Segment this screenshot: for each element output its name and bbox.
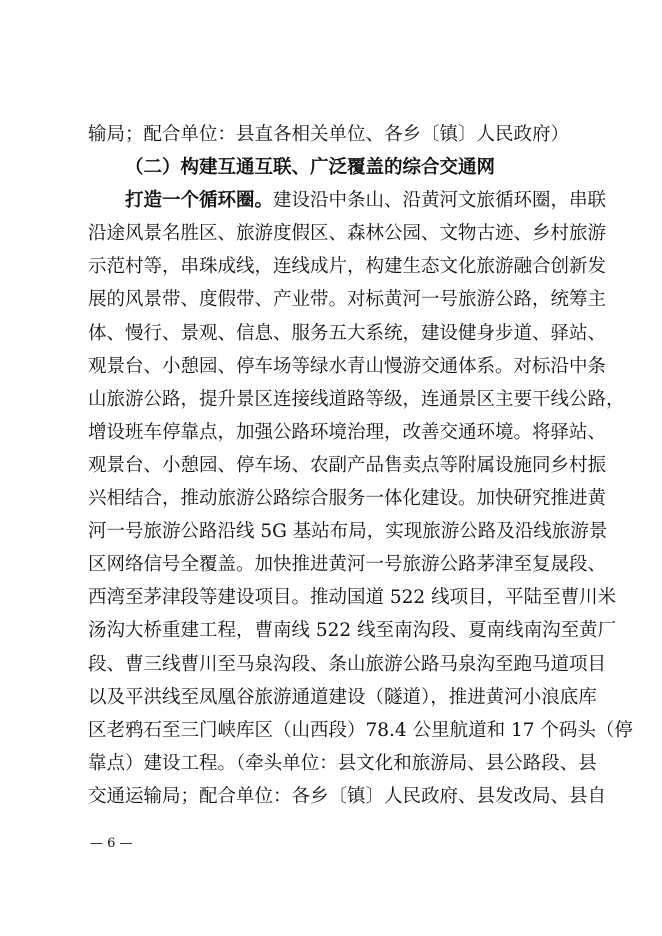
page-number: — 6 — [90,836,133,851]
text-line: 山旅游公路，提升景区连接线道路等级，连通景区主要干线公路， [88,388,625,410]
paragraph-lead: 打造一个循环圈。 [125,190,274,212]
text-line: 展的风景带、度假带、产业带。对标黄河一号旅游公路，统筹主 [88,289,607,311]
text-line: 观景台、小憩园、停车场、农副产品售卖点等附属设施同乡村振 [88,454,607,476]
text-line: 汤沟大桥重建工程，曹南线 522 线至南沟段、夏南线南沟至黄厂 [88,620,617,642]
text-line: 增设班车停靠点，加强公路环境治理，改善交通环境。将驿站、 [88,421,607,443]
section-heading: （二）构建互通互联、广泛覆盖的综合交通网 [125,157,496,179]
text-line: 沿途风景名胜区、旅游度假区、森林公园、文物古迹、乡村旅游 [88,223,607,245]
text-line: 输局；配合单位：县直各相关单位、各乡〔镇〕人民政府） [88,124,570,145]
text-line: 交通运输局；配合单位：各乡〔镇〕人民政府、县发改局、县自 [88,785,607,807]
text-line: 以及平洪线至凤凰谷旅游通道建设（隧道），推进黄河小浪底库 [88,686,597,708]
text-line: 建设沿中条山、沿黄河文旅循环圈，串联 [273,190,607,212]
text-line: 兴相结合，推动旅游公路综合服务一体化建设。加快研究推进黄 [88,488,607,510]
text-line: 示范村等，串珠成线，连线成片，构建生态文化旅游融合创新发 [88,256,607,278]
text-line: 观景台、小憩园、停车场等绿水青山慢游交通体系。对标沿中条 [88,355,607,377]
text-line: 河一号旅游公路沿线 5G 基站布局，实现旅游公路及沿线旅游景 [88,521,608,543]
text-line: 段、曹三线曹川至马泉沟段、条山旅游公路马泉沟至跑马道项目 [88,653,607,675]
paragraph-first-line [88,184,607,217]
text-line: 体、慢行、景观、信息、服务五大系统，建设健身步道、驿站、 [88,322,607,344]
text-line: 区老鸦石至三门峡库区（山西段）78.4 公里航道和 17 个码头（停 [88,719,633,741]
text-line: 区网络信号全覆盖。加快推进黄河一号旅游公路茅津至复晟段、 [88,554,607,576]
text-line: 靠点）建设工程。（牵头单位：县文化和旅游局、县公路段、县 [88,752,597,774]
text-line: 西湾至茅津段等建设项目。推动国道 522 线项目，平陆至曹川米 [88,587,617,609]
document-body [88,118,633,813]
